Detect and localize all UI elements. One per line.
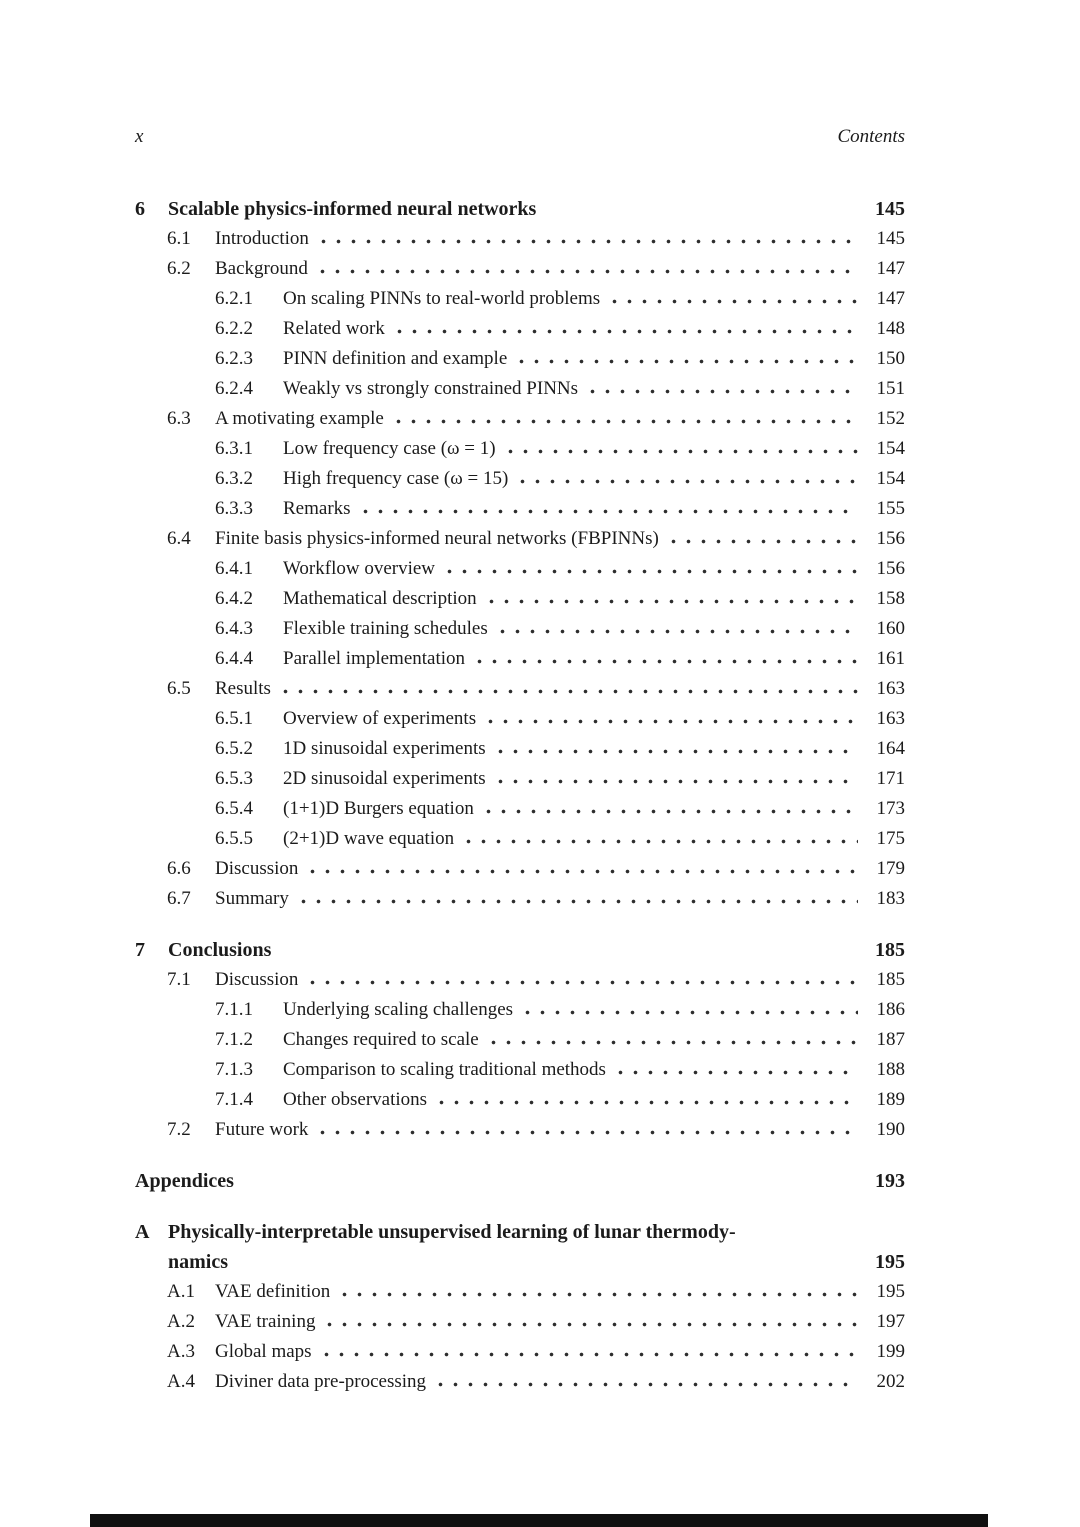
toc-entry-page: 154 bbox=[876, 438, 905, 459]
dot-leader bbox=[392, 329, 858, 334]
toc-entry-number: 6.5.4 bbox=[215, 798, 253, 819]
toc-entry-title: Physically-interpretable unsupervised learning of lunar thermody- bbox=[168, 1221, 736, 1243]
toc-entry bbox=[135, 884, 905, 914]
dot-leader bbox=[319, 1352, 858, 1357]
toc-entry-number: 6.3.1 bbox=[215, 438, 253, 459]
toc-entry bbox=[135, 704, 905, 734]
toc-entry-number: A.1 bbox=[167, 1281, 195, 1302]
toc-entry-number: 6 bbox=[135, 198, 145, 220]
toc-entry-page: 183 bbox=[876, 888, 905, 909]
toc-entry-page: 187 bbox=[876, 1029, 905, 1050]
toc-entry-number: 7.2 bbox=[167, 1119, 191, 1140]
toc-entry bbox=[135, 224, 905, 254]
toc-entry-number: 6.4 bbox=[167, 528, 191, 549]
toc-entry-number: 7.1 bbox=[167, 969, 191, 990]
toc-entry-title: Background bbox=[215, 258, 308, 279]
toc-entry-number: 6.5.2 bbox=[215, 738, 253, 759]
dot-leader bbox=[481, 809, 858, 814]
dot-leader bbox=[305, 869, 858, 874]
dot-leader bbox=[315, 1130, 858, 1135]
dot-leader bbox=[461, 839, 858, 844]
toc-entry-page: 163 bbox=[876, 708, 905, 729]
toc-chapter bbox=[135, 935, 905, 965]
toc-entry bbox=[135, 854, 905, 884]
toc-entry-page: 185 bbox=[876, 969, 905, 990]
toc-chapter-line2 bbox=[135, 1247, 905, 1277]
toc-chapter bbox=[135, 194, 905, 224]
dot-leader bbox=[315, 269, 858, 274]
toc-entry-title: Flexible training schedules bbox=[283, 618, 488, 639]
toc-entry-page: 145 bbox=[876, 228, 905, 249]
dot-leader bbox=[520, 1010, 858, 1015]
toc-entry bbox=[135, 314, 905, 344]
toc-chapter bbox=[135, 1217, 905, 1247]
toc-entry-title: Weakly vs strongly constrained PINNs bbox=[283, 378, 579, 399]
toc-entry bbox=[135, 464, 905, 494]
toc-entry-number: A.2 bbox=[167, 1311, 195, 1332]
toc-entry bbox=[135, 344, 905, 374]
toc-entry bbox=[135, 644, 905, 674]
toc-entry-title: On scaling PINNs to real-world problems bbox=[283, 288, 601, 309]
toc-entry-number: 6.3 bbox=[167, 408, 191, 429]
toc-part-heading bbox=[135, 1166, 905, 1196]
toc-entry-page: 148 bbox=[876, 318, 905, 339]
dot-leader bbox=[484, 599, 858, 604]
dot-leader bbox=[666, 539, 858, 544]
toc-entry-number: A.4 bbox=[167, 1371, 195, 1392]
dot-leader bbox=[337, 1292, 858, 1297]
toc-entry-page: 195 bbox=[875, 1251, 905, 1273]
toc-entry bbox=[135, 1025, 905, 1055]
toc-entry bbox=[135, 1115, 905, 1145]
toc-entry-page: 158 bbox=[876, 588, 905, 609]
dot-leader bbox=[278, 689, 858, 694]
toc-entry-page: 151 bbox=[876, 378, 905, 399]
dot-leader bbox=[322, 1322, 858, 1327]
toc-entry-page: 161 bbox=[876, 648, 905, 669]
toc-entry-number: 6.7 bbox=[167, 888, 191, 909]
toc-entry-number: 6.4.3 bbox=[215, 618, 253, 639]
toc-entry-title: Future work bbox=[215, 1119, 309, 1140]
toc-entry-title: (2+1)D wave equation bbox=[283, 828, 455, 849]
toc-entry-page: 156 bbox=[876, 528, 905, 549]
toc-entry-page: 164 bbox=[876, 738, 905, 759]
toc-entry-number: 6.2.3 bbox=[215, 348, 253, 369]
toc-entry-number: 7 bbox=[135, 939, 145, 961]
toc-entry-page: 175 bbox=[876, 828, 905, 849]
toc-entry-title: Underlying scaling challenges bbox=[283, 999, 514, 1020]
toc-entry-number: 6.5.3 bbox=[215, 768, 253, 789]
toc-entry-page: 185 bbox=[875, 939, 905, 961]
toc-entry-title: Discussion bbox=[215, 858, 299, 879]
toc-entry-title: (1+1)D Burgers equation bbox=[283, 798, 474, 819]
dot-leader bbox=[613, 1070, 858, 1075]
toc-entry bbox=[135, 1307, 905, 1337]
toc-entry bbox=[135, 995, 905, 1025]
dot-leader bbox=[472, 659, 858, 664]
toc-entry bbox=[135, 614, 905, 644]
toc-entry bbox=[135, 524, 905, 554]
toc-entry-page: 156 bbox=[876, 558, 905, 579]
dot-leader bbox=[515, 479, 858, 484]
page-bottom-edge bbox=[90, 1514, 988, 1527]
toc-entry-title: Mathematical description bbox=[283, 588, 477, 609]
toc-entry bbox=[135, 404, 905, 434]
toc-entry-title: Finite basis physics-informed neural networks (FBPINNs) bbox=[215, 528, 659, 549]
toc-entry-number: 7.1.4 bbox=[215, 1089, 253, 1110]
toc-entry-page: 179 bbox=[876, 858, 905, 879]
toc-entry-title: Other observations bbox=[283, 1089, 428, 1110]
toc-entry-title: Scalable physics-informed neural networks bbox=[168, 198, 537, 220]
toc-entry-number: 6.5 bbox=[167, 678, 191, 699]
toc-entry-title: Related work bbox=[283, 318, 385, 339]
dot-leader bbox=[495, 629, 858, 634]
toc-entry-title: Summary bbox=[215, 888, 289, 909]
running-title: Contents bbox=[837, 126, 905, 147]
toc-entry-page: 154 bbox=[876, 468, 905, 489]
toc-entry-page: 190 bbox=[876, 1119, 905, 1140]
toc-entry-number: 6.4.4 bbox=[215, 648, 253, 669]
toc-entry-title: Low frequency case (ω = 1) bbox=[283, 438, 496, 459]
toc-entry-title: High frequency case (ω = 15) bbox=[283, 468, 509, 489]
toc-entry-title: Global maps bbox=[215, 1341, 312, 1362]
toc-entry-title: Remarks bbox=[283, 498, 351, 519]
toc-entry-title: Changes required to scale bbox=[283, 1029, 479, 1050]
dot-leader bbox=[433, 1382, 858, 1387]
dot-leader bbox=[483, 719, 858, 724]
toc-entry-title: Overview of experiments bbox=[283, 708, 477, 729]
toc-entry bbox=[135, 554, 905, 584]
toc-entry-number: 6.3.3 bbox=[215, 498, 253, 519]
toc-entry-title: VAE definition bbox=[215, 1281, 331, 1302]
dot-leader bbox=[316, 239, 858, 244]
toc-entry-title: VAE training bbox=[215, 1311, 316, 1332]
toc-entry bbox=[135, 494, 905, 524]
toc-entry-number: 6.4.1 bbox=[215, 558, 253, 579]
toc-entry bbox=[135, 824, 905, 854]
toc-entry bbox=[135, 1277, 905, 1307]
toc-entry-title: Appendices bbox=[135, 1170, 234, 1192]
toc-entry bbox=[135, 794, 905, 824]
toc-entry-page: 150 bbox=[876, 348, 905, 369]
page-header bbox=[135, 124, 905, 150]
toc-entry-page: 199 bbox=[876, 1341, 905, 1362]
toc-entry bbox=[135, 584, 905, 614]
toc-entry-number: 7.1.3 bbox=[215, 1059, 253, 1080]
toc-entry-number: 6.5.1 bbox=[215, 708, 253, 729]
toc-entry-number: A.3 bbox=[167, 1341, 195, 1362]
toc-entry-number: 6.2.4 bbox=[215, 378, 253, 399]
toc bbox=[135, 194, 905, 1397]
toc-entry bbox=[135, 674, 905, 704]
toc-entry-title: Diviner data pre-processing bbox=[215, 1371, 427, 1392]
toc-entry-title: Conclusions bbox=[168, 939, 272, 961]
toc-entry bbox=[135, 284, 905, 314]
toc-entry-title: Parallel implementation bbox=[283, 648, 466, 669]
toc-entry-page: 147 bbox=[876, 288, 905, 309]
dot-leader bbox=[503, 449, 858, 454]
toc-entry-page: 202 bbox=[876, 1371, 905, 1392]
toc-entry-number: 6.2.2 bbox=[215, 318, 253, 339]
toc-entry-title: 2D sinusoidal experiments bbox=[283, 768, 486, 789]
dot-leader bbox=[607, 299, 858, 304]
toc-entry-title: Results bbox=[215, 678, 271, 699]
dot-leader bbox=[296, 899, 858, 904]
toc-entry-page: 152 bbox=[876, 408, 905, 429]
toc-entry bbox=[135, 374, 905, 404]
toc-entry bbox=[135, 734, 905, 764]
toc-entry bbox=[135, 965, 905, 995]
toc-entry-title: Workflow overview bbox=[283, 558, 436, 579]
toc-entry-page: 145 bbox=[875, 198, 905, 220]
toc-entry-title: Introduction bbox=[215, 228, 309, 249]
toc-entry-page: 189 bbox=[876, 1089, 905, 1110]
toc-entry-number: 6.2.1 bbox=[215, 288, 253, 309]
dot-leader bbox=[391, 419, 858, 424]
toc-entry-page: 195 bbox=[876, 1281, 905, 1302]
toc-entry-page: 186 bbox=[876, 999, 905, 1020]
toc-entry-page: 188 bbox=[876, 1059, 905, 1080]
toc-entry-number: 6.3.2 bbox=[215, 468, 253, 489]
toc-entry-title: A motivating example bbox=[215, 408, 384, 429]
toc-entry-title: 1D sinusoidal experiments bbox=[283, 738, 486, 759]
dot-leader bbox=[305, 980, 858, 985]
toc-entry bbox=[135, 254, 905, 284]
toc-entry-title: Discussion bbox=[215, 969, 299, 990]
toc-entry-page: 171 bbox=[876, 768, 905, 789]
toc-entry bbox=[135, 1367, 905, 1397]
toc-entry-page: 160 bbox=[876, 618, 905, 639]
toc-entry-page: 193 bbox=[875, 1170, 905, 1192]
dot-leader bbox=[486, 1040, 858, 1045]
toc-entry-page: 197 bbox=[876, 1311, 905, 1332]
toc-entry bbox=[135, 1055, 905, 1085]
toc-entry-title: namics bbox=[168, 1251, 228, 1273]
toc-entry bbox=[135, 1085, 905, 1115]
toc-entry-page: 173 bbox=[876, 798, 905, 819]
toc-entry-number: 6.2 bbox=[167, 258, 191, 279]
toc-entry-number: 7.1.2 bbox=[215, 1029, 253, 1050]
dot-leader bbox=[585, 389, 858, 394]
page-number-header: x bbox=[135, 126, 144, 147]
toc-entry-page: 163 bbox=[876, 678, 905, 699]
toc-entry-page: 147 bbox=[876, 258, 905, 279]
toc-entry-number: 7.1.1 bbox=[215, 999, 253, 1020]
toc-entry bbox=[135, 764, 905, 794]
toc-entry bbox=[135, 1337, 905, 1367]
toc-entry-number: 6.6 bbox=[167, 858, 191, 879]
dot-leader bbox=[493, 749, 858, 754]
dot-leader bbox=[434, 1100, 858, 1105]
toc-entry-number: 6.5.5 bbox=[215, 828, 253, 849]
dot-leader bbox=[358, 509, 858, 514]
dot-leader bbox=[442, 569, 858, 574]
toc-entry bbox=[135, 434, 905, 464]
toc-entry-number: 6.4.2 bbox=[215, 588, 253, 609]
dot-leader bbox=[514, 359, 858, 364]
toc-entry-number: A bbox=[135, 1221, 150, 1243]
toc-entry-number: 6.1 bbox=[167, 228, 191, 249]
toc-entry-title: PINN definition and example bbox=[283, 348, 508, 369]
toc-entry-title: Comparison to scaling traditional methods bbox=[283, 1059, 606, 1080]
toc-entry-page: 155 bbox=[876, 498, 905, 519]
dot-leader bbox=[493, 779, 858, 784]
